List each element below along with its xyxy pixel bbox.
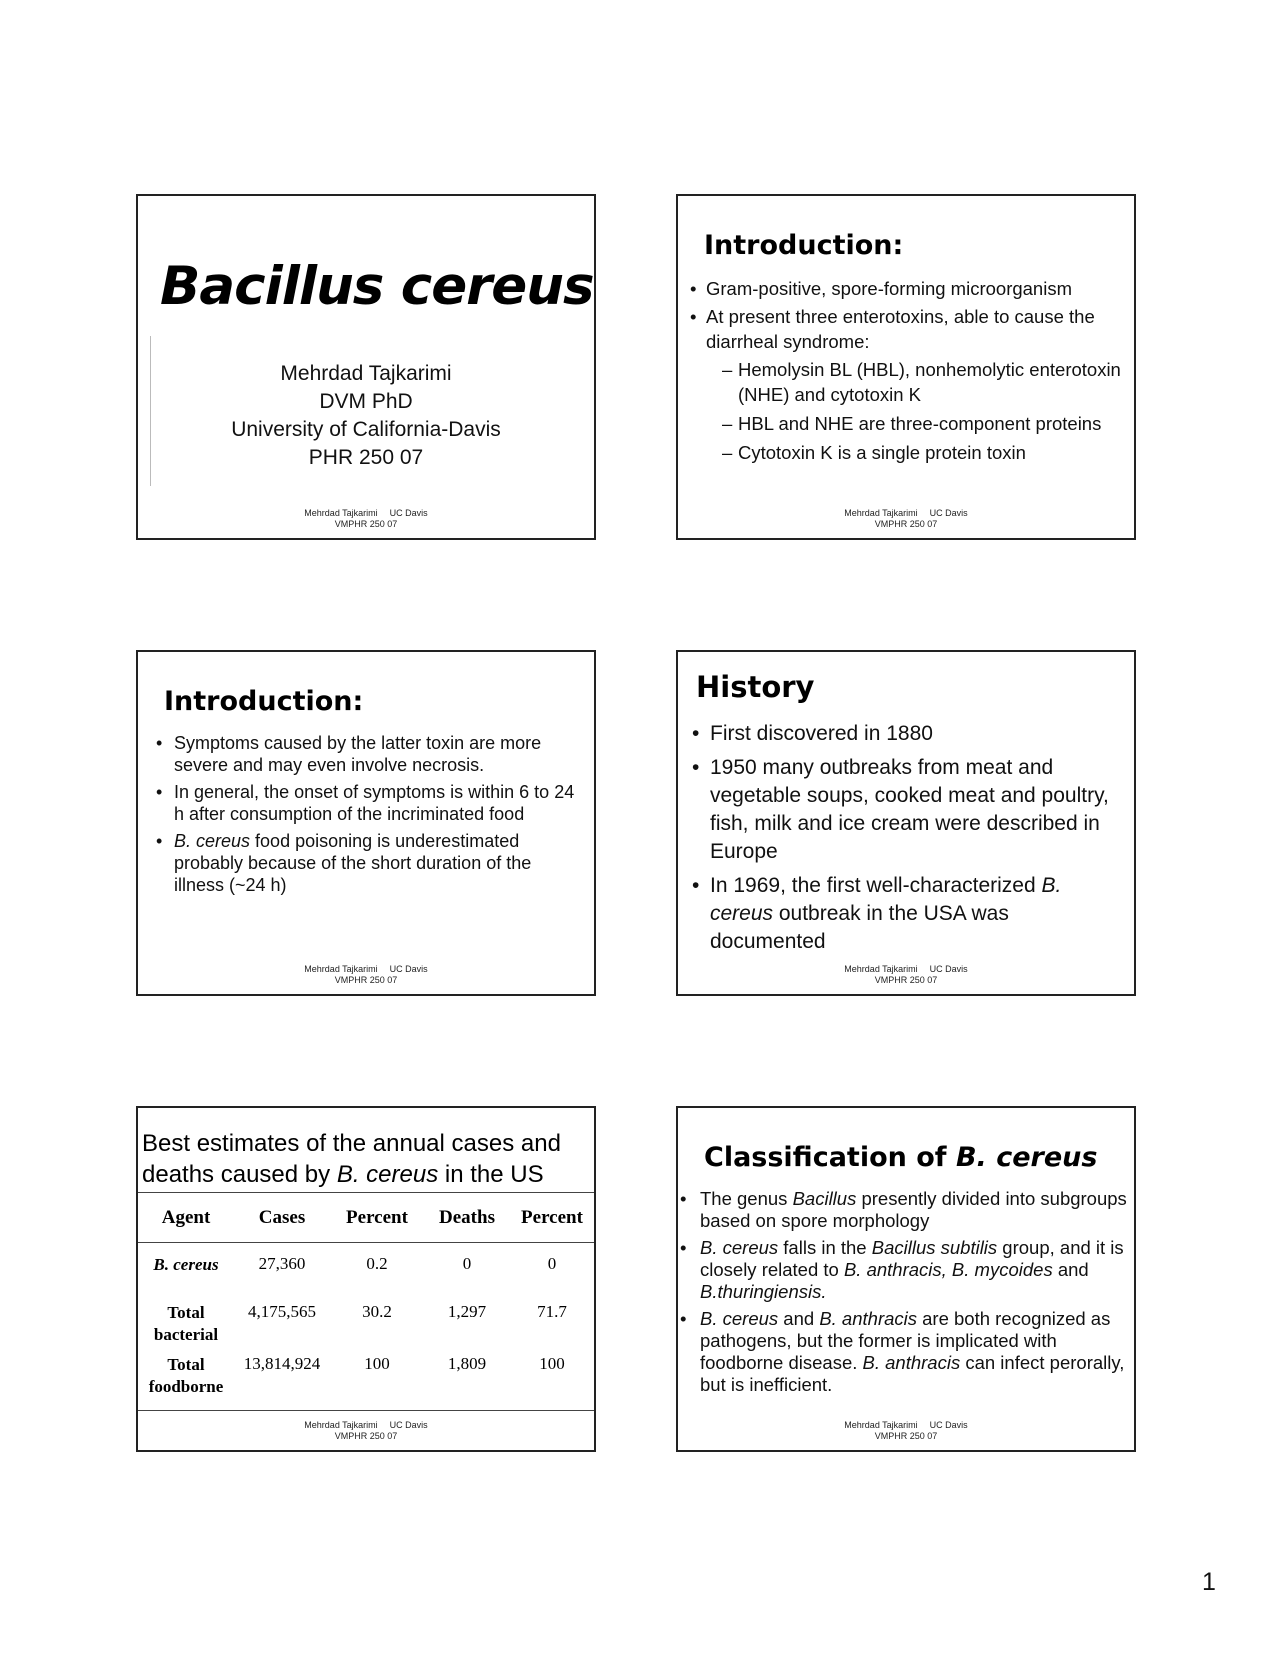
list-item: – HBL and NHE are three-component proteins: [722, 413, 1102, 434]
table-rule-top: [138, 1192, 594, 1193]
slide-title: History: [696, 670, 815, 704]
table-row: [138, 1242, 594, 1292]
author-degree: DVM PhD: [319, 390, 413, 413]
slide-history: [676, 650, 1136, 996]
list-item: • The genus Bacillus presently divided into subgroups based on spore morphology: [680, 1188, 1127, 1231]
table-row: [138, 1346, 594, 1402]
list-item: • B. cereus and B. anthracis are both recognized as pathogens, but the former is implicated with foodborne disease. B. anthracis can infect perorally, but is inefficient.: [680, 1308, 1125, 1395]
list-item: – Cytotoxin K is a single protein toxin: [722, 442, 1026, 463]
cases-cell: 4,175,565: [248, 1302, 316, 1321]
column-header: Cases: [258, 1207, 306, 1228]
list-item: • First discovered in 1880: [692, 722, 933, 745]
percent-cell: 30.2: [362, 1302, 392, 1321]
agent-cell: Total bacterial: [153, 1303, 219, 1344]
percent-cell: 0.2: [366, 1254, 388, 1273]
bullet-list: [692, 720, 1122, 962]
slide-title: Best estimates of the annual cases and deaths caused by B. cereus in the US: [142, 1130, 561, 1188]
slide-title-page: [136, 194, 596, 540]
slide-title: Bacillus cereus: [160, 256, 594, 317]
list-item: • Gram-positive, spore-forming microorganism: [690, 278, 1072, 299]
deaths-cell: 1,809: [447, 1354, 487, 1373]
agent-cell: Total foodborne: [148, 1355, 224, 1396]
column-header: Percent: [521, 1207, 583, 1228]
percent-cell: 100: [364, 1354, 390, 1373]
bullet-list: [156, 732, 586, 901]
slide-estimates-table: [136, 1106, 596, 1452]
percent-cell: 100: [539, 1354, 565, 1373]
column-header: Agent: [161, 1207, 211, 1228]
author-university: University of California-Davis: [231, 418, 501, 441]
slide-footer: Mehrdad Tajkarimi UC Davis VMPHR 250 07: [304, 508, 428, 529]
agent-cell: B. cereus: [153, 1255, 219, 1274]
slide-title: Introduction:: [704, 230, 904, 261]
slide-title: Classification of B. cereus: [704, 1142, 1098, 1173]
list-item: • Symptoms caused by the latter toxin are more severe and may even involve necrosis.: [156, 733, 542, 775]
table-rule-bottom: [138, 1410, 594, 1411]
slide-classification: [676, 1106, 1136, 1452]
table-row: [138, 1292, 594, 1346]
list-item: • 1950 many outbreaks from meat and vegetable soups, cooked meat and poultry, fish, milk and ice cream were described in Europe: [692, 756, 1109, 863]
list-item: • B. cereus food poisoning is underestimated probably because of the short duration of the illness (~24 h): [156, 831, 532, 895]
slide-introduction-1: [676, 194, 1136, 540]
list-item: • B. cereus falls in the Bacillus subtilis group, and it is closely related to B. anthracis, B. mycoides and B.thuringiensis.: [680, 1237, 1124, 1302]
deaths-cell: 1,297: [447, 1302, 487, 1321]
column-header: Percent: [346, 1207, 408, 1228]
table-header-row: [138, 1194, 594, 1242]
page-number: 1: [1202, 1568, 1216, 1596]
deaths-cell: 0: [462, 1254, 472, 1273]
list-item: • In 1969, the first well-characterized B. cereus outbreak in the USA was documented: [692, 874, 1062, 953]
list-item: • At present three enterotoxins, able to cause the diarrheal syndrome:: [690, 306, 1095, 352]
percent-cell: 0: [547, 1254, 557, 1273]
slide-footer: Mehrdad Tajkarimi UC Davis VMPHR 250 07: [304, 1420, 428, 1441]
column-header: Deaths: [439, 1207, 495, 1228]
bullet-list: [690, 276, 1130, 469]
slide-footer: Mehrdad Tajkarimi UC Davis VMPHR 250 07: [844, 508, 968, 529]
author-block: [138, 360, 594, 472]
cases-cell: 27,360: [258, 1254, 306, 1273]
list-item: – Hemolysin BL (HBL), nonhemolytic enterotoxin (NHE) and cytotoxin K: [722, 359, 1121, 405]
percent-cell: 71.7: [537, 1302, 567, 1321]
bullet-list: [680, 1188, 1134, 1401]
slide-footer: Mehrdad Tajkarimi UC Davis VMPHR 250 07: [844, 964, 968, 985]
cases-cell: 13,814,924: [243, 1354, 321, 1373]
author-name: Mehrdad Tajkarimi: [280, 362, 452, 385]
slide-title: Introduction:: [164, 686, 364, 717]
slide-introduction-2: [136, 650, 596, 996]
course-code: PHR 250 07: [308, 446, 424, 469]
slide-footer: Mehrdad Tajkarimi UC Davis VMPHR 250 07: [844, 1420, 968, 1441]
estimates-table: [138, 1194, 594, 1402]
slide-footer: Mehrdad Tajkarimi UC Davis VMPHR 250 07: [304, 964, 428, 985]
list-item: • In general, the onset of symptoms is within 6 to 24 h after consumption of the incriminated food: [156, 782, 575, 824]
